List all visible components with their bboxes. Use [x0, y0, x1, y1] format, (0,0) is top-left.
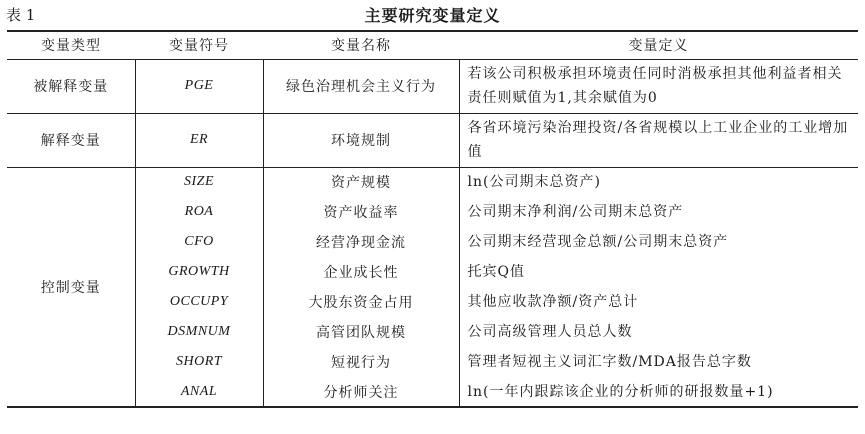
table-row [7, 347, 858, 377]
cell-definition: 公司期末净利润/公司期末总资产 [459, 197, 858, 227]
cell-type: 被解释变量 [33, 79, 109, 95]
cell-name: 环境规制 [263, 113, 459, 167]
table-row [7, 167, 858, 197]
table-number: 表 1 [6, 6, 36, 24]
cell-name: 高管团队规模 [263, 317, 459, 347]
cell-symbol: SIZE [135, 167, 263, 197]
cell-definition: 各省环境污染治理投资/各省规模以上工业企业的工业增加值 [459, 113, 858, 167]
table-row [7, 113, 858, 167]
cell-definition: 公司高级管理人员总人数 [459, 317, 858, 347]
cell-name: 分析师关注 [263, 377, 459, 407]
cell-symbol: ER [135, 113, 263, 167]
table-row [7, 197, 858, 227]
cell-name: 短视行为 [263, 347, 459, 377]
table-row [7, 257, 858, 287]
cell-definition: ln(一年内跟踪该企业的分析师的研报数量+1) [459, 377, 858, 407]
variable-definition-table [7, 30, 858, 408]
cell-name: 经营净现金流 [263, 227, 459, 257]
cell-definition: 公司期末经营现金总额/公司期末总资产 [459, 227, 858, 257]
column-header-name: 变量名称 [263, 31, 459, 59]
table-title: 主要研究变量定义 [364, 6, 501, 25]
column-header-definition: 变量定义 [459, 31, 858, 59]
table-row [7, 377, 858, 407]
table-row [7, 287, 858, 317]
cell-name: 大股东资金占用 [263, 287, 459, 317]
cell-definition: 若该公司积极承担环境责任同时消极承担其他利益者相关责任则赋值为1,其余赋值为0 [459, 59, 858, 113]
cell-name: 绿色治理机会主义行为 [263, 59, 459, 113]
cell-symbol: PGE [135, 59, 263, 113]
cell-symbol: CFO [135, 227, 263, 257]
table-row [7, 317, 858, 347]
cell-name: 资产规模 [263, 167, 459, 197]
cell-symbol: OCCUPY [135, 287, 263, 317]
cell-name: 企业成长性 [263, 257, 459, 287]
cell-definition: 其他应收款净额/资产总计 [459, 287, 858, 317]
table-caption [6, 2, 859, 26]
cell-symbol: DSMNUM [135, 317, 263, 347]
cell-symbol: ANAL [135, 377, 263, 407]
cell-symbol: SHORT [135, 347, 263, 377]
table-row [7, 227, 858, 257]
cell-definition: ln(公司期末总资产) [459, 167, 858, 197]
cell-name: 资产收益率 [263, 197, 459, 227]
cell-type: 解释变量 [7, 113, 135, 167]
cell-type: 控制变量 [7, 167, 135, 407]
column-header-type: 变量类型 [7, 31, 135, 59]
header-row [7, 31, 858, 59]
table-row [7, 59, 858, 113]
column-header-symbol: 变量符号 [135, 31, 263, 59]
cell-definition: 管理者短视主义词汇字数/MDA报告总字数 [459, 347, 858, 377]
cell-definition: 托宾Q值 [459, 257, 858, 287]
cell-symbol: GROWTH [135, 257, 263, 287]
cell-symbol: ROA [135, 197, 263, 227]
